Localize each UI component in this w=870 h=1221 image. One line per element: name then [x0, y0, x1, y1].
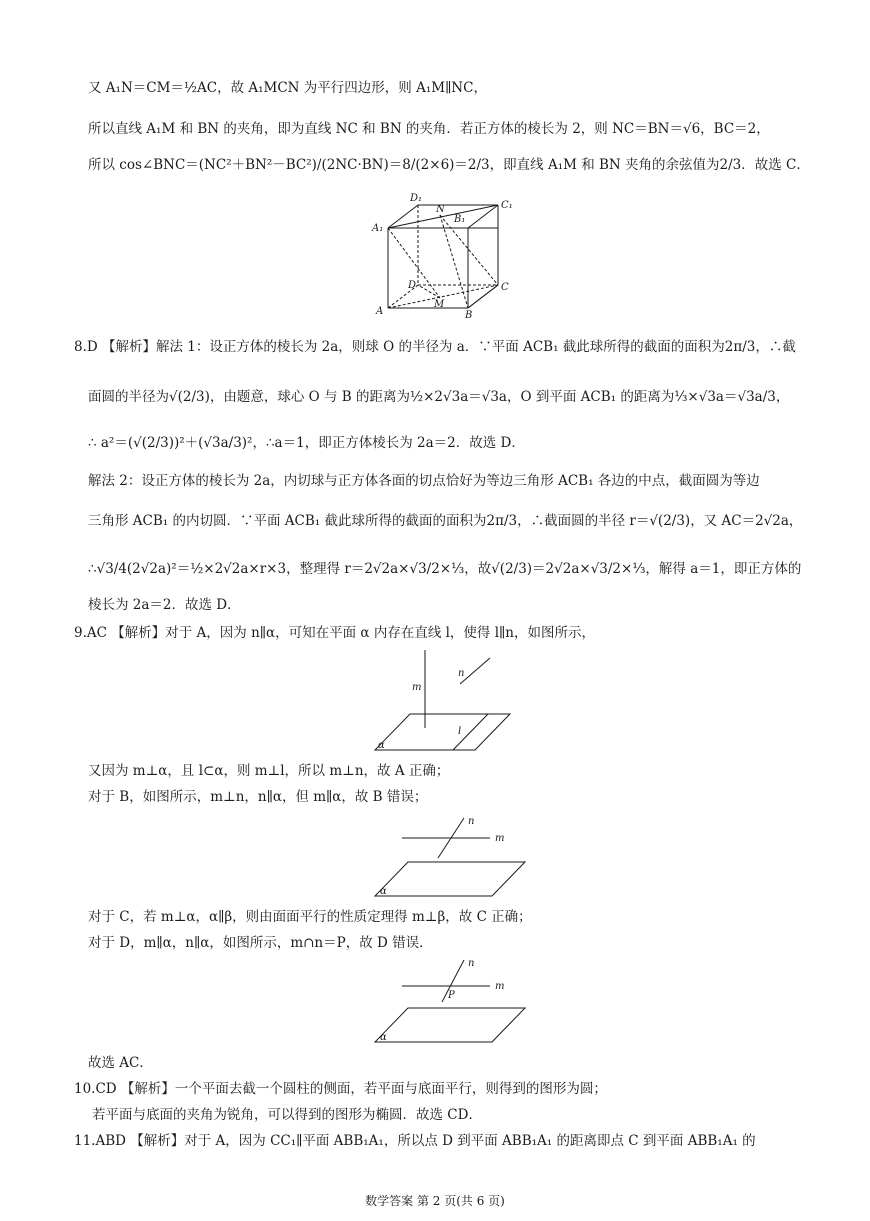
text-line: 10.CD 【解析】一个平面去截一个圆柱的侧面，若平面与底面平行，则得到的图形为圆； — [74, 1081, 607, 1097]
label-m: m — [495, 833, 505, 844]
text-line: 所以 cos∠BNC＝(NC²＋BN²－BC²)/(2NC·BN)＝8/(2×6)＝2/3，即直线 A₁M 和 BN 夹角的余弦值为2/3．故选 C． — [88, 157, 810, 173]
text-line: 又 A₁N＝CM＝½AC，故 A₁MCN 为平行四边形，则 A₁M∥NC， — [88, 80, 487, 96]
text-line: 对于 D，m∥α，n∥α，如图所示，m∩n＝P，故 D 错误． — [88, 935, 433, 951]
text-line: 若平面与底面的夹角为锐角，可以得到的图形为椭圆．故选 CD． — [92, 1107, 482, 1123]
label-alpha: α — [380, 1032, 387, 1043]
text-line: 11.ABD 【解析】对于 A，因为 CC₁∥平面 ABB₁A₁，所以点 D 到平面 ABB₁A₁ 的距离即点 C 到平面 ABB₁A₁ 的 — [74, 1133, 756, 1149]
label-c1: C₁ — [501, 200, 513, 211]
figure-d — [370, 956, 530, 1048]
label-a: A — [376, 306, 384, 317]
text-line: 8.D 【解析】解法 1：设正方体的棱长为 2a，则球 O 的半径为 a．∵平面 ACB₁ 截此球所得的截面的面积为2π/3，∴截 — [74, 339, 796, 355]
label-n: n — [468, 958, 475, 969]
text-line: 又因为 m⊥α，且 l⊂α，则 m⊥l，所以 m⊥n，故 A 正确； — [88, 763, 450, 779]
figure-b — [370, 814, 530, 900]
text-line: 对于 C，若 m⊥α，α∥β，则由面面平行的性质定理得 m⊥β，故 C 正确； — [88, 909, 532, 925]
label-alpha: α — [378, 740, 385, 751]
label-m: M — [434, 299, 445, 310]
label-c: C — [501, 282, 509, 293]
page-footer: 数学答案 第 2 页(共 6 页) — [365, 1194, 505, 1208]
text-line: 解法 2：设正方体的棱长为 2a，内切球与正方体各面的切点恰好为等边三角形 ACB₁ 各边的中点，截面圆为等边 — [88, 473, 760, 489]
text-line: 所以直线 A₁M 和 BN 的夹角，即为直线 NC 和 BN 的夹角．若正方体的棱长为 2，则 NC＝BN＝√6，BC＝2， — [88, 121, 770, 137]
text-line: 三角形 ACB₁ 的内切圆．∵平面 ACB₁ 截此球所得的截面的面积为2π/3，∴截面圆的半径 r＝√(2/3)，又 AC＝2√2a， — [88, 513, 803, 529]
label-n: n — [468, 816, 475, 827]
label-m: m — [495, 981, 505, 992]
label-d: D — [408, 280, 417, 291]
text-line: ∴ a²＝(√(2/3))²＋(√3a/3)²，∴a＝1，即正方体棱长为 2a＝2．故选 D． — [88, 435, 525, 451]
label-b: B — [465, 310, 473, 320]
label-b1: B₁ — [454, 214, 466, 225]
text-line: 对于 B，如图所示，m⊥n，n∥α，但 m∥α，故 B 错误； — [88, 789, 428, 805]
label-l: l — [458, 726, 462, 737]
label-alpha: α — [380, 886, 387, 897]
label-p: P — [448, 990, 455, 1001]
text-line: 棱长为 2a＝2．故选 D． — [88, 597, 241, 613]
text-line: ∴√3/4(2√2a)²＝½×2√2a×r×3，整理得 r＝2√2a×√3/2×⅓，故√(2/3)＝2√2a×√3/2×⅓，解得 a＝1，即正方体的 — [88, 561, 802, 577]
text-line: 故选 AC． — [88, 1055, 153, 1071]
text-line: 面圆的半径为√(2/3)，由题意，球心 O 与 B 的距离为½×2√3a＝√3a，O 到平面 ACB₁ 的距离为⅓×√3a＝√3a/3， — [88, 389, 790, 405]
cube-figure — [368, 190, 518, 320]
label-n: n — [458, 668, 465, 679]
figure-a — [370, 646, 515, 754]
label-n: N — [436, 204, 445, 215]
label-m: m — [412, 682, 422, 693]
text-line: 9.AC 【解析】对于 A，因为 n∥α，可知在平面 α 内存在直线 l，使得 l∥n，如图所示， — [74, 625, 595, 641]
label-d1: D₁ — [410, 193, 423, 204]
label-a1: A₁ — [372, 223, 384, 234]
